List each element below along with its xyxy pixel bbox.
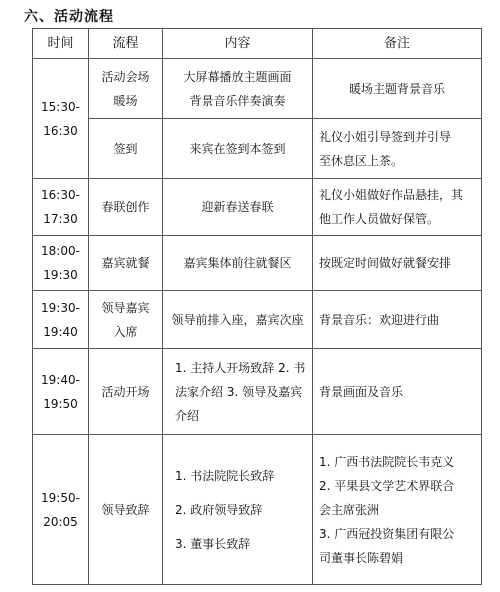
step-line: 春联创作 bbox=[101, 200, 150, 214]
content-cell bbox=[163, 435, 313, 585]
step-line: 活动会场 bbox=[101, 69, 150, 84]
header-time: 时间 bbox=[33, 29, 89, 59]
content-line: 3. 董事长致辞 bbox=[175, 536, 251, 551]
step-line: 领导致辞 bbox=[101, 502, 150, 517]
time-line: 19:30 bbox=[43, 268, 78, 282]
content-line: 1. 主持人开场致辞 2. 书 bbox=[175, 360, 306, 375]
note-line: 3. 广西冠投资集团有限公 bbox=[319, 526, 455, 541]
time-line: 19:40- bbox=[41, 372, 80, 387]
note-line: 背景音乐：欢迎进行曲 bbox=[319, 312, 440, 327]
content-cell bbox=[163, 179, 313, 236]
content-line: 嘉宾集体前往就餐区 bbox=[183, 256, 292, 270]
time-line: 18:00- bbox=[41, 244, 80, 258]
step-line: 暖场 bbox=[113, 93, 138, 108]
content-line: 领导前排入座，嘉宾次座 bbox=[171, 312, 304, 327]
time-line: 19:40 bbox=[43, 324, 78, 339]
header-note: 备注 bbox=[313, 29, 482, 59]
time-cell bbox=[33, 349, 89, 435]
content-cell bbox=[163, 59, 313, 119]
content-cell bbox=[163, 349, 313, 435]
time-line: 20:05 bbox=[43, 514, 78, 529]
time-line: 19:50- bbox=[41, 490, 80, 505]
content-line: 大屏幕播放主题画面 bbox=[183, 69, 292, 84]
step-line: 活动开场 bbox=[101, 384, 150, 399]
table-header-row bbox=[33, 29, 482, 59]
step-cell bbox=[89, 59, 163, 119]
content-cell bbox=[163, 291, 313, 349]
content-line: 来宾在签到本签到 bbox=[189, 141, 286, 156]
note-cell bbox=[313, 179, 482, 236]
note-line: 背景画面及音乐 bbox=[319, 384, 404, 399]
content-line: 介绍 bbox=[175, 408, 200, 423]
note-line: 暖场主题背景音乐 bbox=[348, 81, 445, 96]
note-cell bbox=[313, 349, 482, 435]
step-cell bbox=[89, 435, 163, 585]
content-line: 2. 政府领导致辞 bbox=[175, 502, 263, 517]
content-cell bbox=[163, 119, 313, 179]
time-line: 19:30- bbox=[41, 300, 80, 315]
section-heading: 六、活动流程 bbox=[24, 9, 114, 25]
time-cell bbox=[33, 236, 89, 291]
table-row bbox=[33, 435, 482, 585]
time-line: 15:30- bbox=[41, 99, 80, 114]
note-cell bbox=[313, 119, 482, 179]
note-line: 2. 平果县文学艺术界联合 bbox=[319, 478, 455, 493]
content-line: 1. 书法院院长致辞 bbox=[175, 468, 275, 483]
table-row bbox=[33, 59, 482, 119]
note-line: 1. 广西书法院院长韦克义 bbox=[319, 454, 455, 469]
note-cell bbox=[313, 291, 482, 349]
step-cell bbox=[89, 349, 163, 435]
time-cell bbox=[33, 435, 89, 585]
time-cell bbox=[33, 59, 89, 179]
step-cell bbox=[89, 119, 163, 179]
step-line: 嘉宾就餐 bbox=[101, 256, 150, 270]
step-cell bbox=[89, 291, 163, 349]
step-cell bbox=[89, 179, 163, 236]
header-content: 内容 bbox=[163, 29, 313, 59]
step-line: 签到 bbox=[113, 141, 138, 156]
note-line: 按既定时间做好就餐安排 bbox=[319, 256, 452, 270]
time-cell bbox=[33, 291, 89, 349]
note-cell bbox=[313, 236, 482, 291]
note-line: 他工作人员做好保管。 bbox=[319, 212, 440, 226]
time-line: 16:30 bbox=[43, 123, 78, 138]
note-line: 至休息区上茶。 bbox=[319, 153, 404, 168]
note-line: 礼仪小姐做好作品悬挂，其 bbox=[319, 188, 464, 202]
step-cell bbox=[89, 236, 163, 291]
note-line: 会主席张洲 bbox=[319, 502, 380, 517]
content-line: 背景音乐伴奏演奏 bbox=[189, 93, 286, 108]
table-row bbox=[33, 119, 482, 179]
table-row bbox=[33, 291, 482, 349]
content-cell bbox=[163, 236, 313, 291]
time-cell bbox=[33, 179, 89, 236]
table-row bbox=[33, 236, 482, 291]
note-cell bbox=[313, 59, 482, 119]
event-schedule-table bbox=[32, 28, 482, 585]
table-row bbox=[33, 179, 482, 236]
header-step: 流程 bbox=[89, 29, 163, 59]
time-line: 16:30- bbox=[41, 188, 80, 202]
content-line: 迎新春送春联 bbox=[201, 200, 274, 214]
step-line: 入席 bbox=[113, 324, 138, 339]
step-line: 领导嘉宾 bbox=[101, 300, 150, 315]
note-line: 礼仪小姐引导签到并引导 bbox=[319, 129, 452, 144]
table-row bbox=[33, 349, 482, 435]
note-line: 司董事长陈碧娟 bbox=[319, 550, 404, 565]
note-cell bbox=[313, 435, 482, 585]
time-line: 17:30 bbox=[43, 212, 78, 226]
time-line: 19:50 bbox=[43, 396, 78, 411]
content-line: 法家介绍 3. 领导及嘉宾 bbox=[175, 384, 303, 399]
